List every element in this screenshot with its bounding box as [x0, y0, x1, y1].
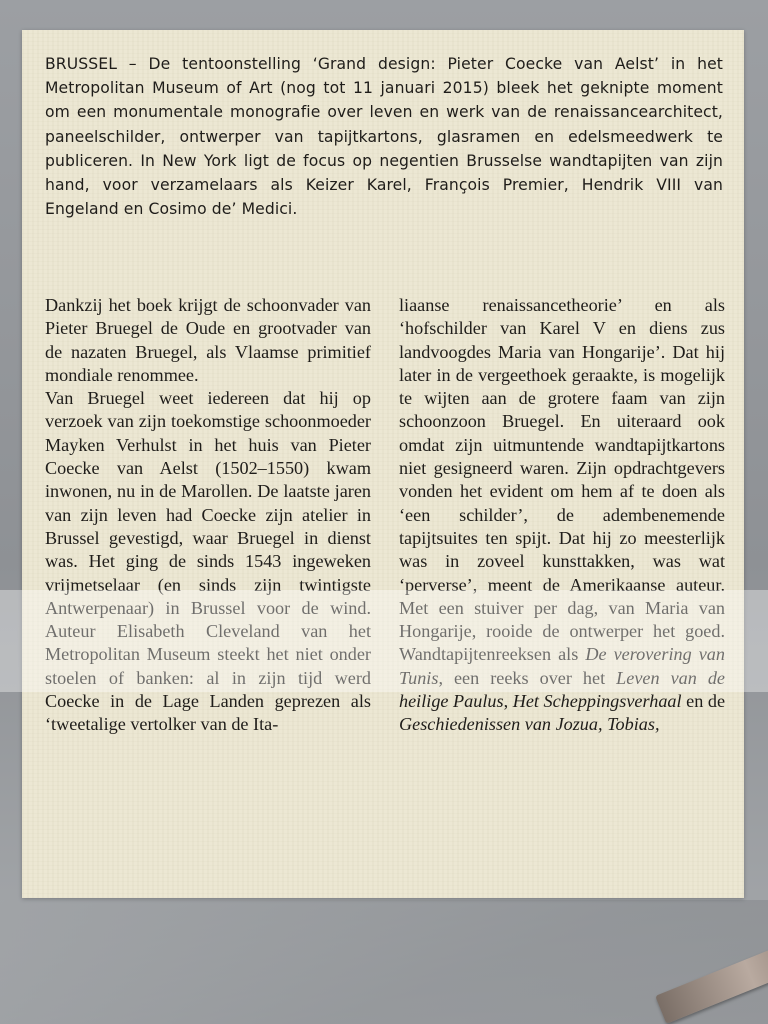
left-column — [45, 294, 371, 737]
right-paragraph — [399, 294, 725, 737]
newspaper-clipping — [22, 30, 744, 898]
title-leven-heilige-paulus: Leven van de heilige Paulus — [399, 667, 725, 712]
right-text-4: en de — [686, 691, 726, 712]
right-text-2: , een reeks over het — [438, 667, 606, 688]
right-column — [399, 294, 725, 737]
intro-paragraph: BRUSSEL – De tentoonstelling ‘Grand design: Pieter Coecke van Aelst’ in het Metropolitan Museum of Art (nog tot 11 januari 2015) bleek het geknipte moment om een monumentale monografie over leven en werk van de renaissancearchitect, paneelschilder, ontwerper van tapijtkartons, glasramen en edelsmeedwerk te publiceren. In New York ligt de focus op negentien Brusselse wandtapijten van zijn hand, voor verzamelaars als Keizer Karel, François Premier, Hendrik VIII van Engeland en Cosimo de’ Medici. — [45, 55, 723, 219]
table-surface-shadow — [0, 900, 768, 1024]
left-paragraph-1: Dankzij het boek krijgt de schoonvader van Pieter Bruegel de Oude en grootvader van de nazaten Bruegel, als Vlaamse primitief mondiale renommee. — [45, 295, 371, 385]
title-scheppingsverhaal: Het Scheppingsverhaal — [512, 691, 682, 712]
right-text-3: , — [503, 691, 509, 712]
title-verovering-van-tunis: De verovering van Tunis — [399, 644, 725, 688]
title-geschiedenissen: Geschiedenissen van Jozua, Tobias, — [399, 714, 660, 735]
right-text-1: liaanse renaissancetheorie’ en als ‘hofschilder van Karel V en diens zus landvoogdes Maria van Hongarije’. Dat hij later in de vergeethoek geraakte, is mogelijk te wijten aan de grotere faam van zijn schoonzoon Bruegel. En uiteraard ook omdat zijn uitmuntende wandtapijtkartons niet gesigneerd waren. Zijn opdrachtgevers vonden het evident om hem af te doen als ‘een schilder’, de adembenemende tapijtsuites ten spijt. Dat hij zo meesterlijk was in zoveel kunsttakken, was wat ‘perverse’, meent de Amerikaanse auteur. Met een stuiver per dag, van Maria van Hongarije, rooide de ontwerper het goed. Wandtapijtenreeksen als — [399, 295, 725, 665]
left-paragraph-2: Van Bruegel weet iedereen dat hij op verzoek van zijn toekomstige schoonmoeder Mayken Verhulst in het huis van Pieter Coecke van Aelst (1502–1550) kwam inwonen, nu in de Marollen. De laatste jaren van zijn leven had Coecke zijn atelier in Brussel gevestigd, waar Bruegel in dienst was. Het ging de sinds 1543 ingeweken vrijmetselaar (en sinds zijn twintigste Antwerpenaar) in Brussel voor de wind. Auteur Elisabeth Cleveland van het Metropolitan Museum steekt het niet onder stoelen of banken: al in zijn tijd werd Coecke in de Lage Landen geprezen als ‘tweetalige vertolker van de Ita- — [45, 388, 371, 735]
